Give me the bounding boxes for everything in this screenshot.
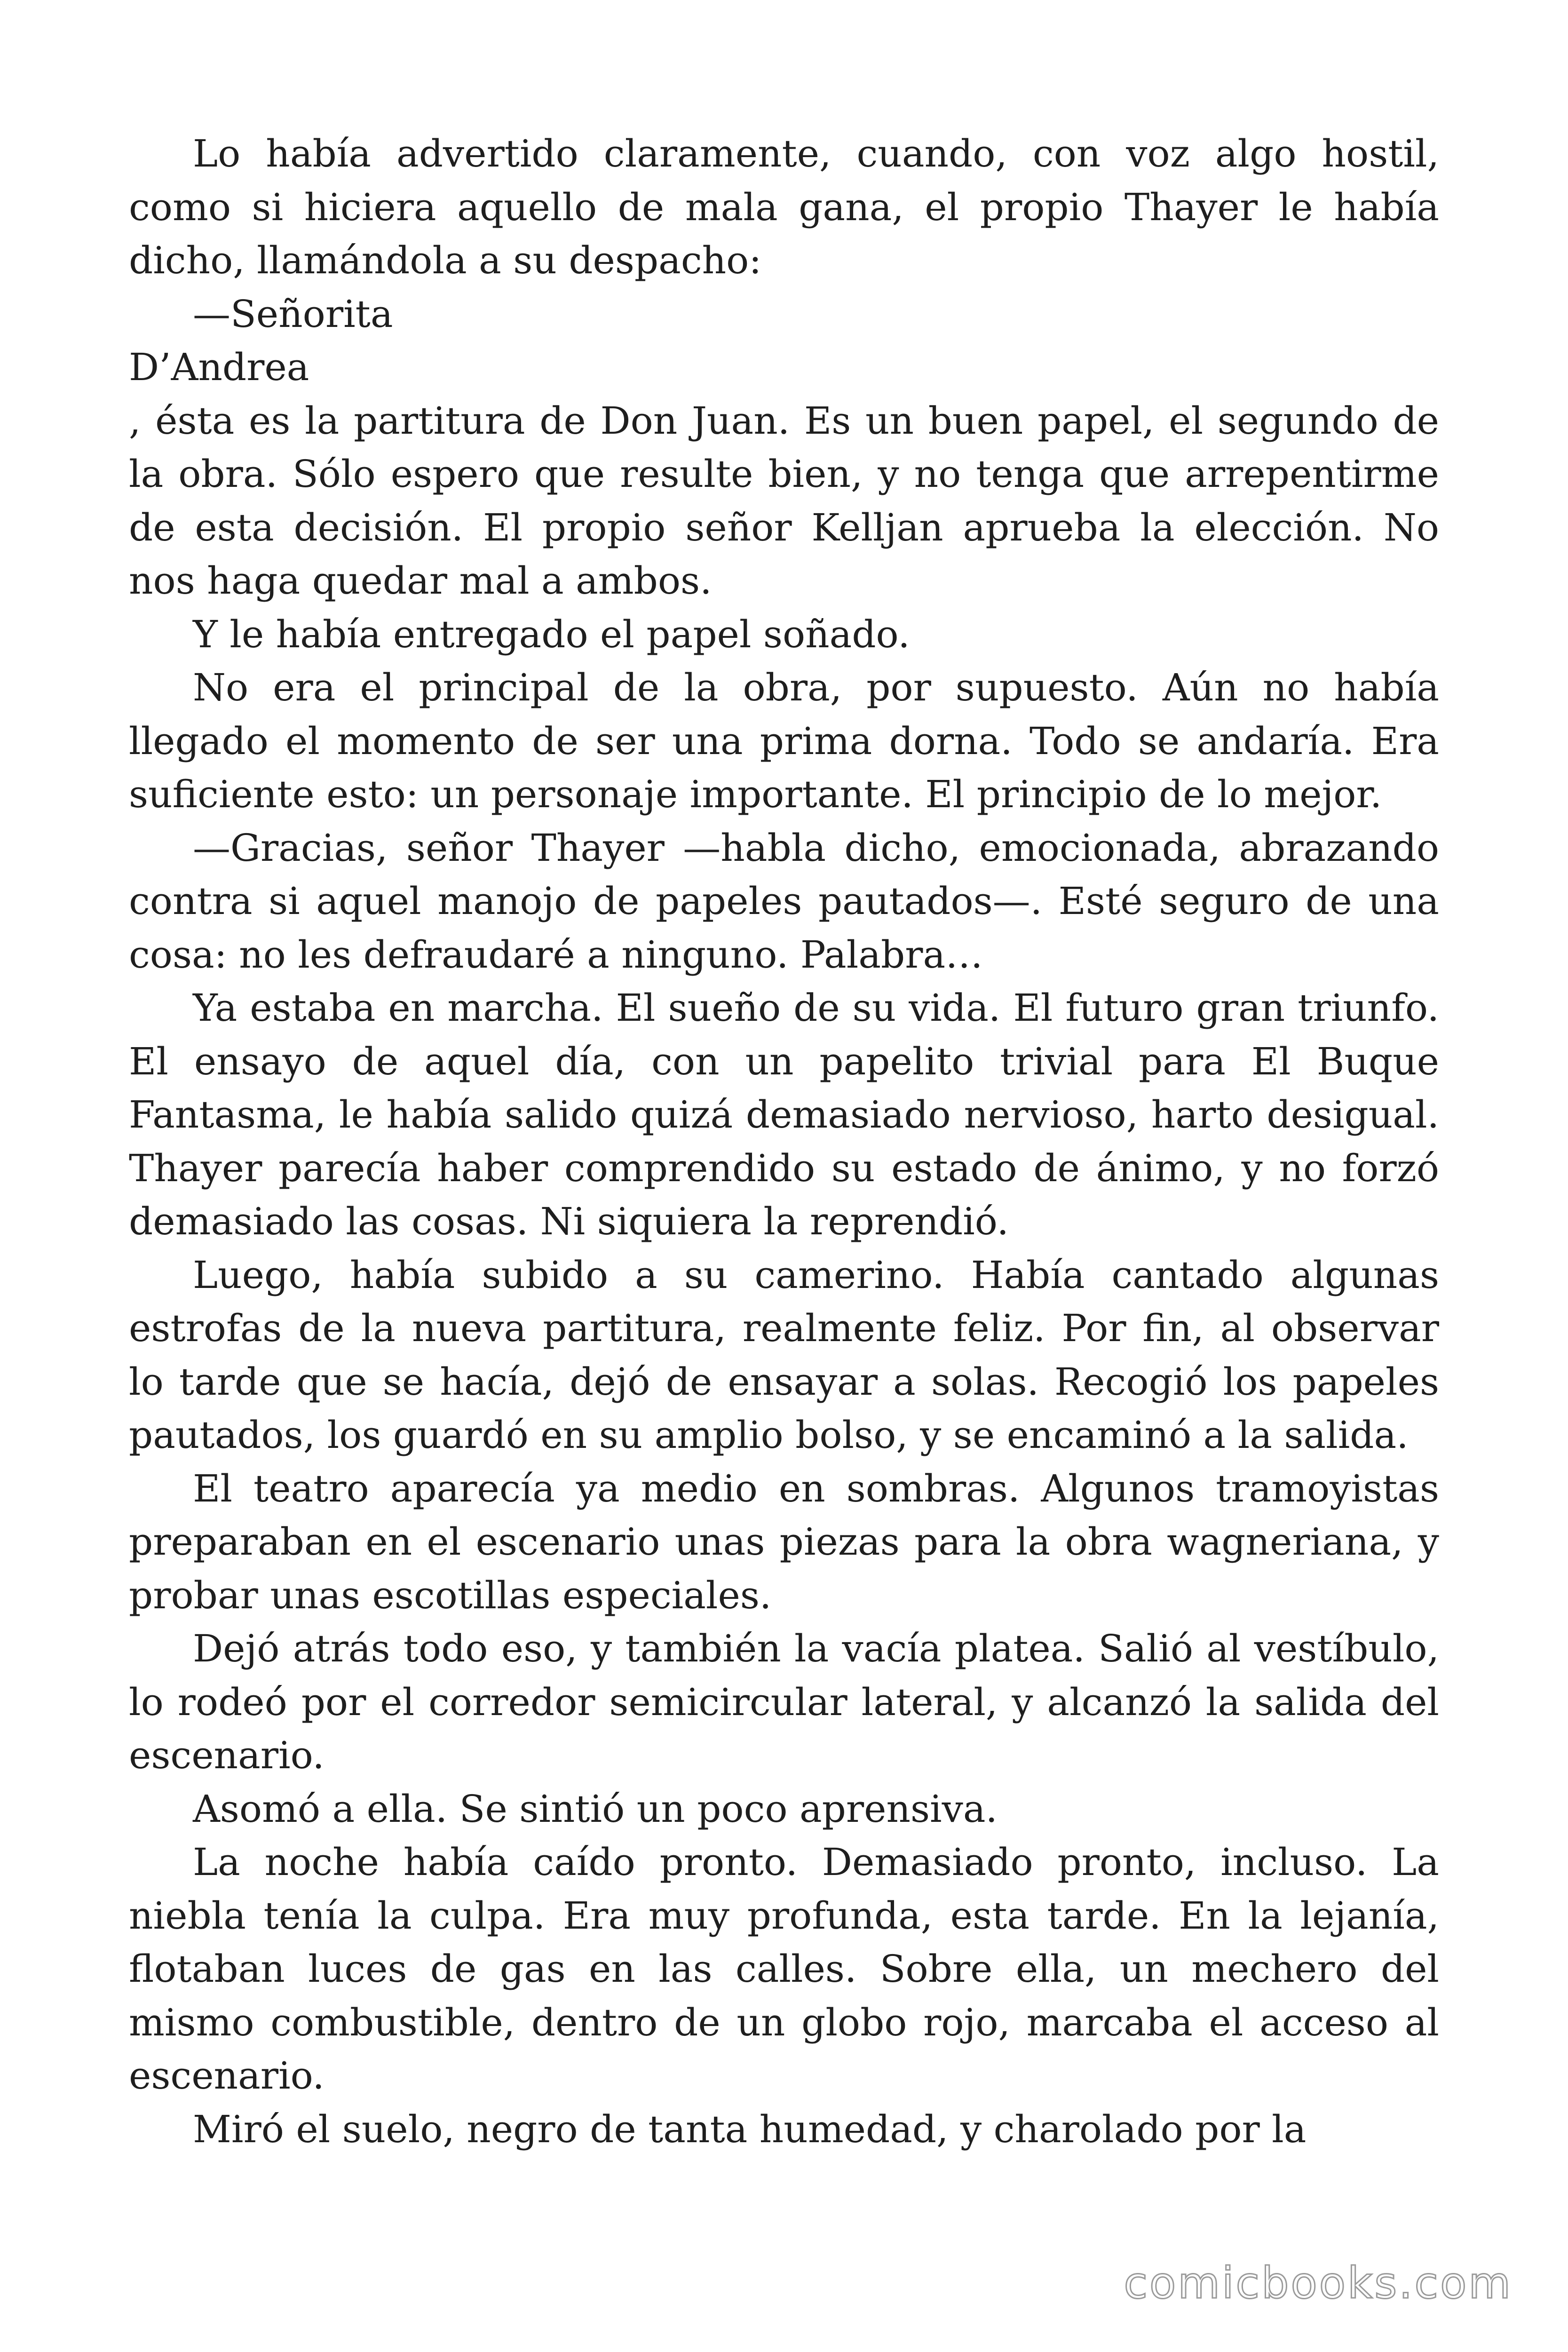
watermark: comicbooks.com <box>1124 2258 1513 2308</box>
paragraph: Miró el suelo, negro de tanta humedad, y charolado por la <box>193 2107 1307 2151</box>
paragraph: , ésta es la partitura de Don Juan. Es un buen papel, el segundo de la obra. Sólo espero que resulte bien, y no tenga que arrepentirme de esta decisión. El propio señor Kelljan aprueba la elección. No nos haga quedar mal a ambos. <box>129 398 1439 603</box>
paragraph: El teatro aparecía ya medio en sombras. Algunos tramoyistas preparaban en el escenario unas piezas para la obra wagneriana, y probar unas escotillas especiales. <box>129 1466 1439 1617</box>
paragraph: Asomó a ella. Se sintió un poco aprensiva. <box>193 1787 998 1831</box>
page-body <box>129 127 1439 2156</box>
paragraph: Lo había advertido claramente, cuando, con voz algo hostil, como si hiciera aquello de mala gana, el propio Thayer le había dicho, llamándola a su despacho: <box>129 132 1439 282</box>
paragraph: Ya estaba en marcha. El sueño de su vida. El futuro gran triunfo. El ensayo de aquel día, con un papelito trivial para El Buque Fantasma, le había salido quizá demasiado nervioso, harto desigual. Thayer parecía haber comprendido su estado de ánimo, y no forzó demasiado las cosas. Ni siquiera la reprendió. <box>129 986 1439 1243</box>
paragraph: La noche había caído pronto. Demasiado pronto, incluso. La niebla tenía la culpa. Era muy profunda, esta tarde. En la lejanía, flotaban luces de gas en las calles. Sobre ella, un mechero del mismo combustible, dentro de un globo rojo, marcaba el acceso al escenario. <box>129 1840 1439 2098</box>
paragraph: Luego, había subido a su camerino. Había cantado algunas estrofas de la nueva partitura, realmente feliz. Por fin, al observar lo tarde que se hacía, dejó de ensayar a solas. Recogió los papeles pautados, los guardó en su amplio bolso, y se encaminó a la salida. <box>129 1253 1439 1457</box>
paragraph: —Señorita <box>193 292 393 336</box>
paragraph: Y le había entregado el papel soñado. <box>193 612 910 656</box>
paragraph: No era el principal de la obra, por supuesto. Aún no había llegado el momento de ser una prima dorna. Todo se andaría. Era suficiente esto: un personaje importante. El principio de lo mejor. <box>129 666 1439 816</box>
paragraph: —Gracias, señor Thayer —habla dicho, emocionada, abrazando contra si aquel manojo de papeles pautados—. Esté seguro de una cosa: no les defraudaré a ninguno. Palabra… <box>129 826 1439 977</box>
paragraph: Dejó atrás todo eso, y también la vacía platea. Salió al vestíbulo, lo rodeó por el corredor semicircular lateral, y alcanzó la salida del escenario. <box>129 1627 1439 1777</box>
paragraph: D’Andrea <box>129 345 309 389</box>
